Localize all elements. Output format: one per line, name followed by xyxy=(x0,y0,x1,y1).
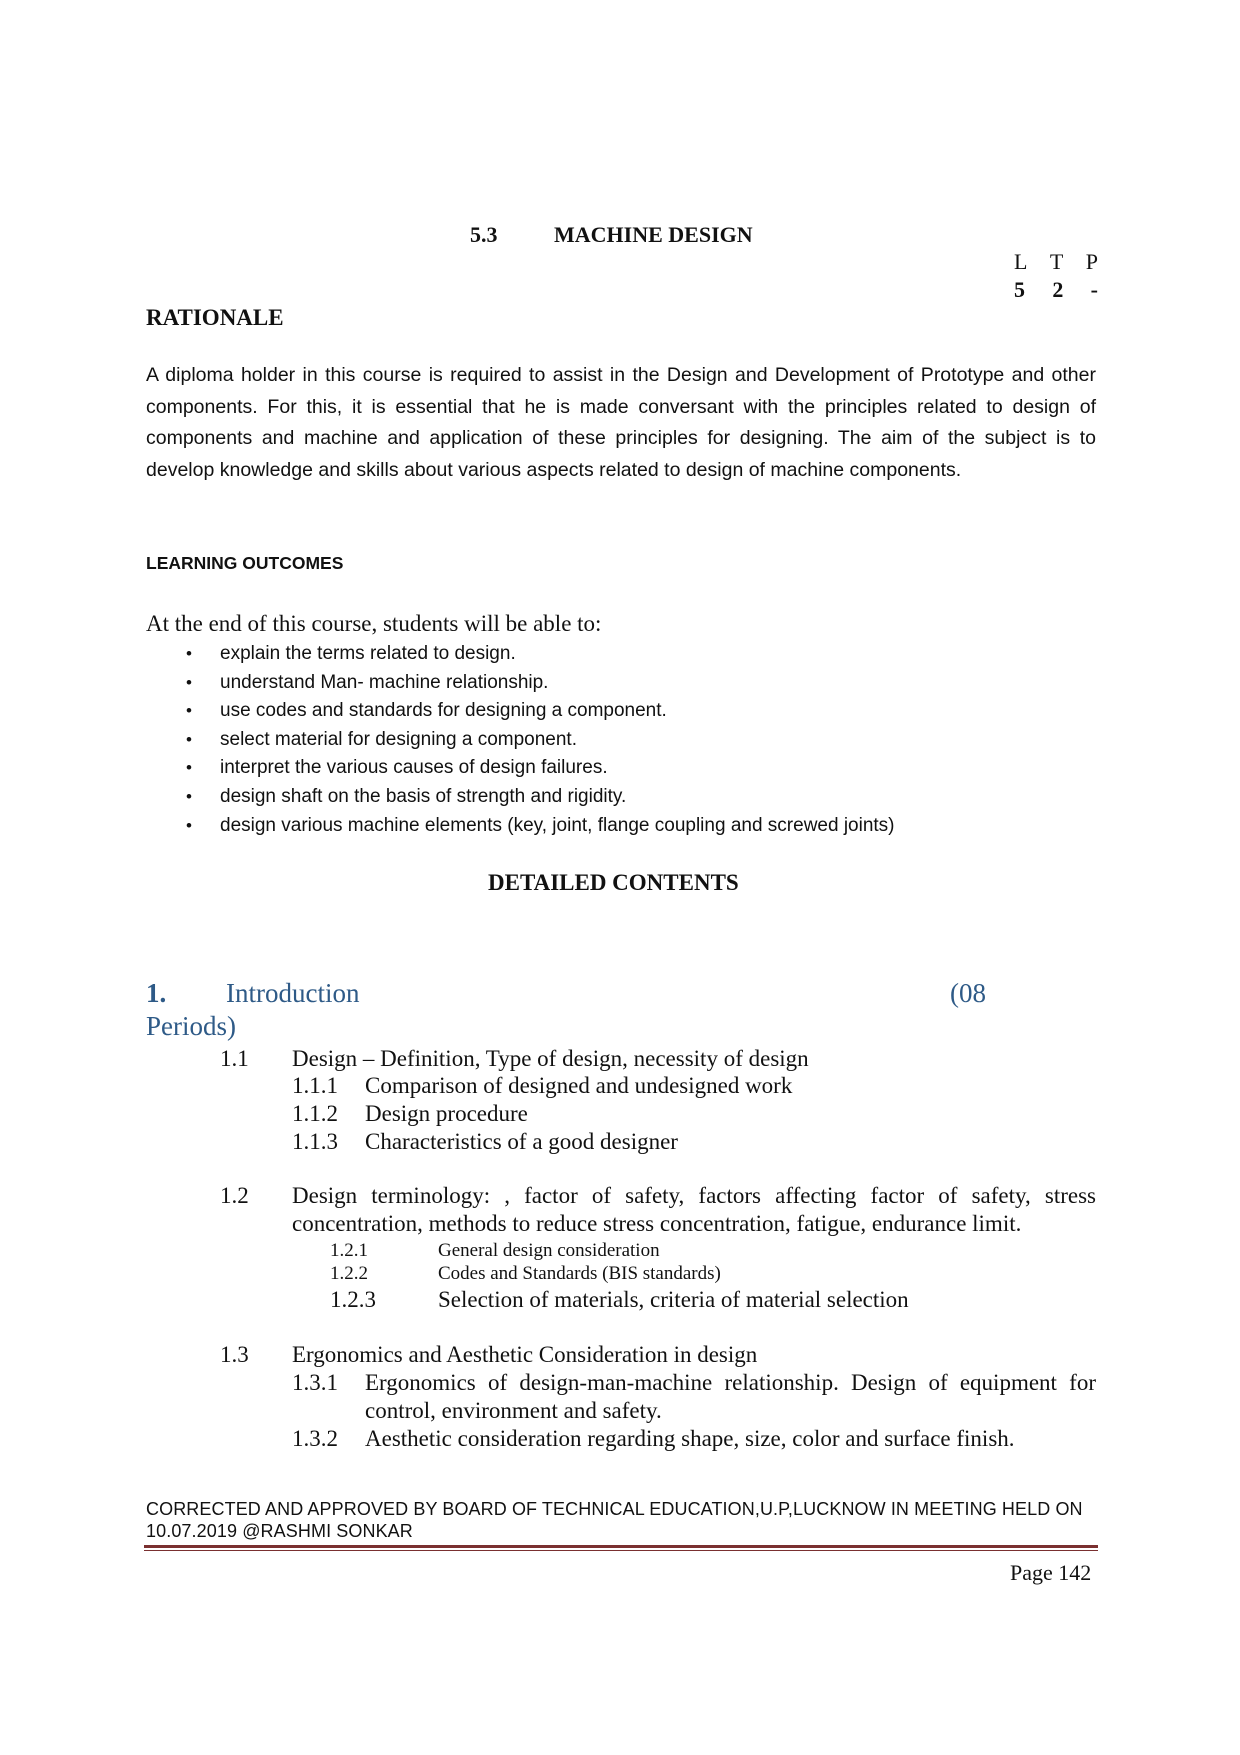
outcome-text: understand Man- machine relationship. xyxy=(220,671,549,693)
topic-1-3-1-text: Ergonomics of design-man-machine relationship. Design of equipment for control, environment and safety. xyxy=(365,1370,1096,1423)
topic-text: Design – Definition, Type of design, necessity of design xyxy=(292,1046,809,1071)
topic-number: 1.2.3 xyxy=(330,1287,376,1312)
bullet-icon: • xyxy=(186,815,192,835)
topic-number: 1.1.2 xyxy=(292,1101,338,1126)
rationale-heading: RATIONALE xyxy=(146,305,284,330)
learning-outcomes-heading: LEARNING OUTCOMES xyxy=(146,553,344,573)
bullet-icon: • xyxy=(186,729,192,749)
topic-number: 1.2 xyxy=(220,1183,249,1208)
learning-outcomes-intro: At the end of this course, students will be able to: xyxy=(146,611,602,636)
topic-text: Design procedure xyxy=(365,1101,528,1126)
topic-number: 1.3.2 xyxy=(292,1426,338,1451)
list-item xyxy=(186,726,895,755)
ltp-value-t: 2 xyxy=(1052,277,1064,302)
detailed-contents-heading: DETAILED CONTENTS xyxy=(488,870,739,895)
topic-number: 1.2.2 xyxy=(330,1263,368,1284)
ltp-value-p: - xyxy=(1090,277,1098,302)
outcome-text: interpret the various causes of design failures. xyxy=(220,757,608,779)
learning-outcomes-list xyxy=(186,640,895,840)
footer-divider-thick xyxy=(144,1545,1098,1548)
topic-text: Comparison of designed and undesigned work xyxy=(365,1073,793,1098)
list-item xyxy=(186,754,895,783)
ltp-label-p: P xyxy=(1085,249,1098,274)
course-title: MACHINE DESIGN xyxy=(554,222,753,247)
ltp-label-l: L xyxy=(1014,249,1028,274)
section-1-periods-open: (08 xyxy=(950,978,986,1008)
page-number: Page 142 xyxy=(1010,1560,1092,1585)
ltp-value-l: 5 xyxy=(1014,277,1025,302)
list-item xyxy=(186,640,895,669)
outcome-text: select material for designing a component. xyxy=(220,728,577,750)
ltp-table xyxy=(1014,248,1098,304)
list-item xyxy=(186,783,895,812)
list-item xyxy=(186,697,895,726)
section-1-periods-close: Periods) xyxy=(146,1011,236,1041)
topic-number: 1.3 xyxy=(220,1342,249,1367)
topic-number: 1.3.1 xyxy=(292,1370,338,1395)
topic-text: Codes and Standards (BIS standards) xyxy=(438,1263,721,1284)
ltp-values-row xyxy=(1014,276,1098,304)
rationale-paragraph: A diploma holder in this course is required to assist in the Design and Development of Prototype and other components. For this, it is essential that he is made conversant with the principles related to design of components and machine and application of these principles for designing. The aim of the subject is to develop knowledge and skills about various aspects related to design of machine components. xyxy=(146,364,1096,481)
topic-number: 1.1 xyxy=(220,1046,249,1071)
outcome-text: use codes and standards for designing a component. xyxy=(220,700,667,722)
list-item xyxy=(186,812,895,841)
section-1-number: 1. xyxy=(146,978,167,1008)
topic-number: 1.1.3 xyxy=(292,1129,338,1154)
bullet-icon: • xyxy=(186,644,192,663)
topic-text: Aesthetic consideration regarding shape, size, color and surface finish. xyxy=(365,1426,1015,1451)
topic-1-2-text: Design terminology: , factor of safety, factors affecting factor of safety, stress concentration, methods to reduce stress concentration, fatigue, endurance limit. xyxy=(292,1183,1096,1236)
outcome-text: design shaft on the basis of strength and rigidity. xyxy=(220,785,627,807)
topic-text: Selection of materials, criteria of material selection xyxy=(438,1287,909,1312)
ltp-label-t: T xyxy=(1049,249,1064,274)
topic-number: 1.1.1 xyxy=(292,1073,338,1098)
topic-text: Characteristics of a good designer xyxy=(365,1129,678,1154)
bullet-icon: • xyxy=(186,672,192,692)
outcome-text: design various machine elements (key, joint, flange coupling and screwed joints) xyxy=(220,814,895,836)
bullet-icon: • xyxy=(186,701,192,721)
section-1-title: Introduction xyxy=(226,978,360,1008)
outcome-text: explain the terms related to design. xyxy=(220,643,516,664)
footer-divider-thin xyxy=(144,1550,1098,1551)
topic-text: Ergonomics and Aesthetic Consideration in design xyxy=(292,1342,758,1367)
bullet-icon: • xyxy=(186,786,192,806)
course-number: 5.3 xyxy=(470,222,498,247)
list-item xyxy=(186,669,895,698)
topic-number: 1.2.1 xyxy=(330,1240,368,1261)
topic-text: General design consideration xyxy=(438,1240,660,1261)
course-heading xyxy=(470,222,753,248)
bullet-icon: • xyxy=(186,758,192,778)
footer-approval-note: CORRECTED AND APPROVED BY BOARD OF TECHNICAL EDUCATION,U.P,LUCKNOW IN MEETING HELD ON 10.07.2019 @RASHMI SONKAR xyxy=(146,1499,1083,1541)
ltp-labels-row xyxy=(1014,248,1098,276)
